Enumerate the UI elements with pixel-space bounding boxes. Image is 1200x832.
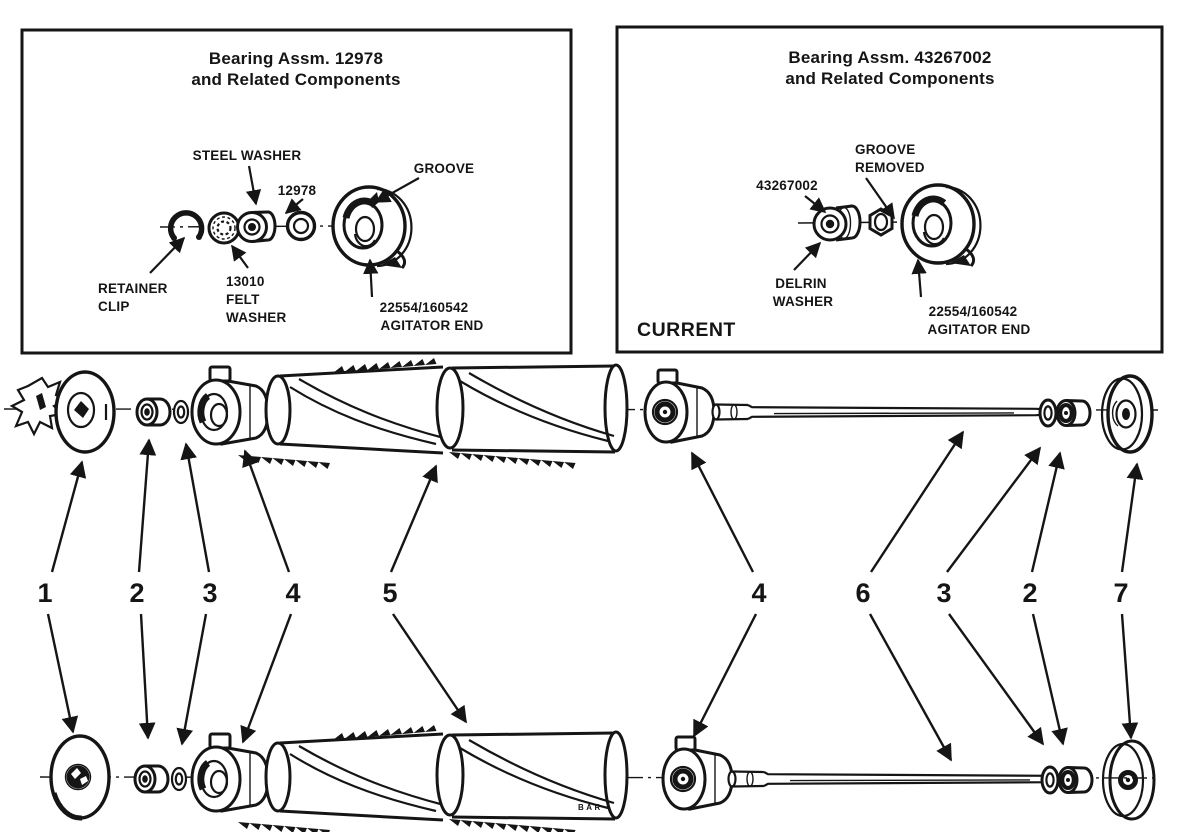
callout-2r-arrow-down: [1033, 614, 1063, 744]
label-12978: 12978: [277, 183, 317, 198]
callout-number-4-left: [243, 451, 301, 742]
thrust-washer-lower-left: [172, 768, 186, 790]
callout-4l-label: 4: [285, 578, 301, 608]
callout-number-3-left: [182, 444, 218, 744]
callout-numbers: [37, 432, 1137, 760]
label-agitator-left-line2: AGITATOR END: [380, 318, 484, 333]
callout-number-5: [382, 466, 466, 722]
inset-left-title-line1: Bearing Assm. 12978: [208, 49, 384, 68]
bearing-12978-ring-drawing: [288, 213, 315, 240]
washer-upper-right: [1040, 400, 1056, 426]
agitator-end-drawing-right: [902, 185, 980, 266]
callout-4l-arrow-down: [243, 614, 291, 742]
callout-3r-label: 3: [936, 578, 952, 608]
label-felt-line3: WASHER: [226, 310, 287, 325]
label-retainer-line2: CLIP: [98, 299, 130, 314]
callout-3r-arrow-down: [949, 614, 1043, 744]
bearing-housing-upper-right: [645, 370, 714, 442]
callout-4r-arrow-down: [694, 614, 756, 736]
bearing-upper-left: [137, 399, 170, 425]
bearing-upper-right: [1057, 401, 1090, 426]
inset-box-43267002: [617, 27, 1162, 352]
callout-6-label: 6: [855, 578, 871, 608]
callout-2l-arrow-up: [139, 440, 149, 572]
end-cap-disc-upper-left: [56, 372, 114, 452]
agitator-end-drawing-left: [333, 187, 411, 268]
callout-2l-label: 2: [129, 578, 145, 608]
callout-5-arrow-down: [393, 614, 466, 722]
felt-washer-drawing: [209, 213, 239, 243]
upper-assembly-row: [4, 358, 1158, 469]
inset-left-title-line2: and Related Components: [191, 70, 401, 89]
callout-2r-label: 2: [1022, 578, 1038, 608]
callout-7-arrow-up: [1122, 464, 1137, 572]
callout-1-arrow-up: [52, 462, 82, 572]
callout-4r-label: 4: [751, 578, 767, 608]
label-retainer-line1: RETAINER: [98, 281, 168, 296]
label-felt-line2: FELT: [226, 292, 260, 307]
label-steel-washer: STEEL WASHER: [192, 148, 302, 163]
roller-stamp: BAR: [578, 803, 603, 812]
agitator-shaft-lower: [729, 772, 1064, 787]
label-agitator-left-line1: 22554/160542: [379, 300, 469, 315]
label-current: CURRENT: [637, 319, 736, 341]
bearing-lower-left: [135, 766, 168, 792]
lower-assembly-row: [40, 725, 1158, 832]
brush-roller-lower: [238, 725, 627, 832]
agitator-shaft-upper: [713, 405, 1048, 420]
washer-lower-right: [1042, 767, 1058, 793]
end-cap-disc-lower-right: [1103, 741, 1154, 819]
callout-5-arrow-up: [391, 466, 436, 572]
label-groove-removed-line1: GROOVE: [855, 142, 916, 157]
bearing-housing-lower-left: [192, 734, 268, 811]
callout-6-arrow-down: [870, 614, 951, 760]
callout-3r-arrow-up: [947, 448, 1040, 572]
callout-7-label: 7: [1113, 578, 1129, 608]
hex-washer-drawing: [870, 209, 892, 235]
label-groove: GROOVE: [413, 161, 475, 176]
callout-number-1: [37, 462, 82, 732]
thrust-washer-upper-left: [174, 401, 188, 423]
steel-washer-drawing: [238, 212, 276, 242]
label-delrin-line2: WASHER: [772, 294, 834, 309]
callout-5-label: 5: [382, 578, 398, 608]
label-groove-removed-line2: REMOVED: [855, 160, 925, 175]
callout-3l-arrow-down: [182, 614, 206, 744]
callout-4l-arrow-up: [245, 451, 289, 572]
callout-2r-arrow-up: [1032, 453, 1060, 572]
delrin-bearing-drawing: [814, 206, 860, 240]
callout-6-arrow-up: [871, 432, 963, 572]
inset-box-12978: [22, 30, 571, 353]
callout-4r-arrow-up: [692, 453, 753, 572]
label-agitator-right-line2: AGITATOR END: [927, 322, 1031, 337]
bearing-lower-right: [1059, 768, 1092, 793]
end-cap-disc-lower-left: [51, 736, 109, 818]
callout-number-2-left: [129, 440, 149, 738]
callout-1-arrow-down: [48, 614, 73, 732]
label-delrin-line1: DELRIN: [775, 276, 827, 291]
brush-roller-upper: [238, 358, 627, 469]
label-agitator-right-line1: 22554/160542: [928, 304, 1018, 319]
callout-number-7: [1113, 464, 1137, 738]
label-43267002: 43267002: [756, 178, 818, 193]
bearing-housing-lower-right: [663, 737, 732, 809]
bearing-housing-upper-left: [192, 367, 268, 444]
label-felt-line1: 13010: [226, 274, 265, 289]
callout-3l-label: 3: [202, 578, 218, 608]
callout-1-label: 1: [37, 578, 53, 608]
callout-number-4-right: [692, 453, 767, 736]
callout-2l-arrow-down: [141, 614, 148, 738]
callout-7-arrow-down: [1122, 614, 1131, 738]
callout-number-2-right: [1022, 453, 1063, 744]
end-cap-disc-upper-right: [1102, 376, 1152, 452]
callout-3l-arrow-up: [186, 444, 209, 572]
inset-right-title-line1: Bearing Assm. 43267002: [788, 48, 992, 67]
inset-right-title-line2: and Related Components: [785, 69, 995, 88]
